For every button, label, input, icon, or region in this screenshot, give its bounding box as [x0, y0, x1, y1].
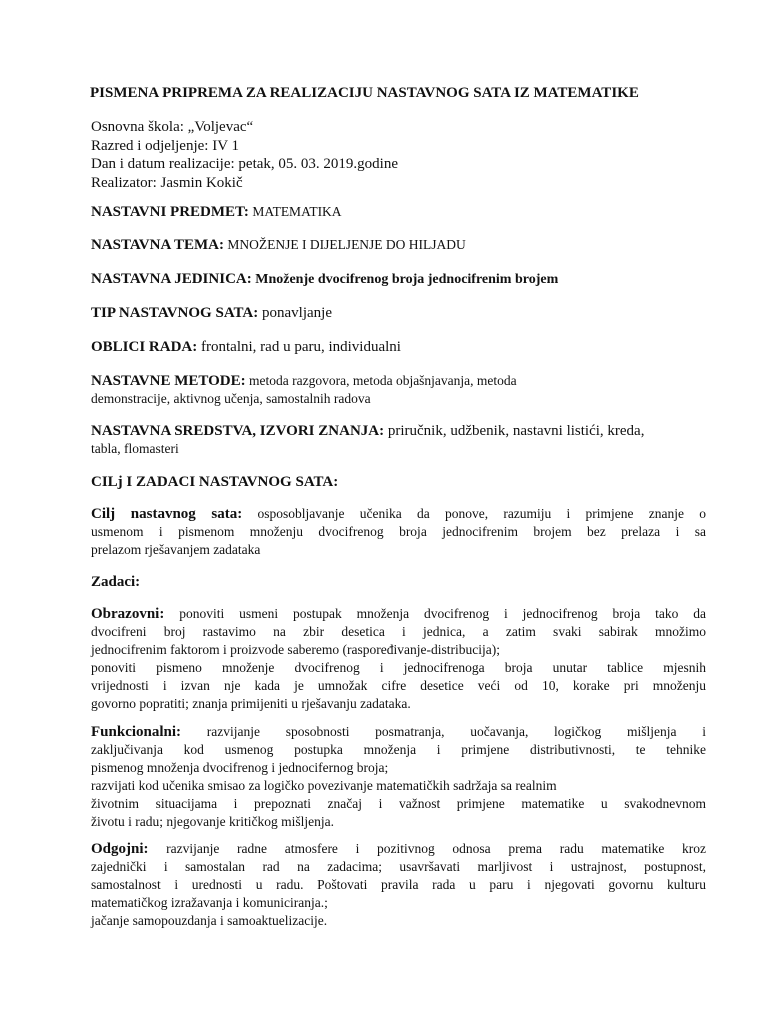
oblici-value: frontalni, rad u paru, individualni	[197, 339, 401, 355]
funkcionalni-line2: zaključivanja kod usmenog postupka množenja i primjene distributivnosti, te tehnike	[91, 742, 706, 757]
funkcionalni-line5: životnim situacijama i prepoznati značaj i važnost primjene matematike u svakodnevnom	[91, 796, 706, 811]
cilj-section	[91, 505, 706, 559]
cilj-label: Cilj nastavnog sata:	[91, 506, 243, 522]
obrazovni-line2: dvocifreni broj rastavimo na zbir desetica i jednica, a zatim svaki sabirak množimo	[91, 624, 706, 639]
predmet-section	[91, 203, 706, 221]
oblici-label: OBLICI RADA:	[91, 339, 198, 355]
funkcionalni-line3: pismenog množenja dvocifrenog i jednocifernog broja;	[91, 760, 389, 775]
zadaci-heading-text: Zadaci:	[91, 574, 141, 590]
funkcionalni-section	[91, 723, 706, 831]
obrazovni-label: Obrazovni:	[91, 606, 165, 622]
funkcionalni-line6: životu i radu; njegovanje kritičkog mišljenja.	[91, 814, 334, 829]
cilj-line1: osposobljavanje učenika da ponove, razumiju i primjene znanje o	[242, 506, 707, 521]
obrazovni-section	[91, 605, 706, 713]
tema-label: NASTAVNA TEMA:	[91, 237, 224, 253]
odgojni-label: Odgojni:	[91, 841, 149, 857]
sredstva-section	[91, 422, 706, 458]
funkcionalni-label: Funkcionalni:	[91, 724, 182, 740]
zadaci-heading	[91, 573, 706, 591]
odgojni-line3: samostalnost i urednosti u radu. Poštovati pravila rada u paru i njegovati govornu kulturu	[91, 877, 706, 892]
school-info	[91, 118, 398, 192]
metode-line2: demonstracije, aktivnog učenja, samostalnih radova	[91, 391, 371, 406]
obrazovni-line6: govorno popratiti; znanja primijeniti u rješavanju zadataka.	[91, 696, 411, 711]
sredstva-label: NASTAVNA SREDSTVA, IZVORI ZNANJA:	[91, 423, 385, 439]
odgojni-line4: matematičkog izražavanja i komuniciranja.;	[91, 895, 328, 910]
predmet-label: NASTAVNI PREDMET:	[91, 204, 249, 220]
sredstva-line2: tabla, flomasteri	[91, 441, 179, 456]
funkcionalni-line1: razvijanje sposobnosti posmatranja, uočavanja, logičkog mišljenja i	[181, 724, 706, 739]
obrazovni-line1: ponoviti usmeni postupak množenja dvocifrenog i jednocifrenog broja tako da	[164, 606, 706, 621]
cilj-line2: usmenom i pismenom množenju dvocifrenog broja jednocifrenim brojem bez prelaza i sa	[91, 524, 706, 539]
jedinica-label: NASTAVNA JEDINICA:	[91, 271, 252, 287]
school-name: Osnovna škola: „Voljevac“	[91, 119, 254, 135]
odgojni-section	[91, 840, 706, 930]
odgojni-line1: razvijanje radne atmosfere i pozitivnog odnosa prema radu matematike kroz	[148, 841, 706, 856]
metode-section	[91, 372, 706, 408]
odgojni-line2: zajednički i samostalan rad na zadacima; usavršavati marljivost i ustrajnost, postupnost,	[91, 859, 706, 874]
sredstva-line1: priručnik, udžbenik, nastavni listići, kreda,	[384, 423, 645, 439]
funkcionalni-line4: razvijati kod učenika smisao za logičko povezivanje matematičkih sadržaja sa realnim	[91, 778, 557, 793]
oblici-section	[91, 338, 706, 356]
odgojni-line5: jačanje samopouzdanja i samoaktuelizacije.	[91, 913, 328, 928]
class-info: Razred i odjeljenje: IV 1	[91, 137, 240, 154]
tip-value: ponavljanje	[258, 305, 332, 321]
cilj-line3: prelazom rješavanjem zadataka	[91, 542, 261, 557]
tip-label: TIP NASTAVNOG SATA:	[91, 305, 259, 321]
tema-section	[91, 236, 706, 254]
obrazovni-line3: jednocifrenim faktorom i proizvode saberemo (raspoređivanje-distribucija);	[91, 642, 500, 657]
teacher-info: Realizator: Jasmin Kokič	[91, 174, 243, 191]
cilj-heading-text: CILj I ZADACI NASTAVNOG SATA:	[91, 474, 339, 490]
metode-label: NASTAVNE METODE:	[91, 373, 246, 389]
cilj-heading	[91, 473, 706, 491]
metode-line1: metoda razgovora, metoda objašnjavanja, metoda	[245, 373, 517, 388]
obrazovni-line4: ponoviti pismeno množenje dvocifrenog i jednocifrenoga broja unutar tablice mjesnih	[91, 660, 706, 675]
date-info: Dan i datum realizacije: petak, 05. 03. 2019.godine	[91, 156, 398, 172]
tema-value: MNOŽENJE I DIJELJENJE DO HILJADU	[223, 237, 466, 252]
jedinica-section	[91, 270, 706, 289]
document-title: PISMENA PRIPREMA ZA REALIZACIJU NASTAVNOG SATA IZ MATEMATIKE	[90, 85, 639, 101]
jedinica-value: Množenje dvocifrenog broja jednocifrenim brojem	[251, 272, 559, 287]
tip-section	[91, 304, 706, 322]
predmet-value: MATEMATIKA	[248, 204, 342, 219]
obrazovni-line5: vrijednosti i izvan nje kada je umnožak cifre desetice veći od 10, korake pri množenju	[91, 678, 706, 693]
